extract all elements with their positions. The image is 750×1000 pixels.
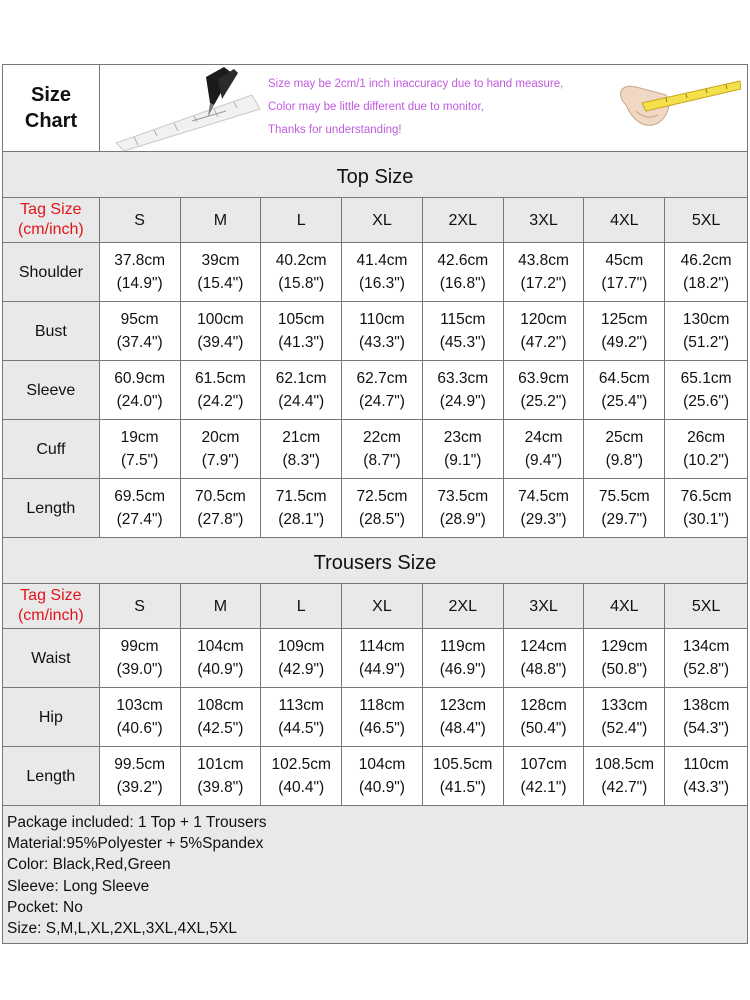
- measurement-cell: [181, 302, 262, 361]
- size-chart-title: [3, 65, 100, 152]
- inch-value: (15.4"): [197, 275, 244, 292]
- cm-value: 37.8cm: [114, 252, 166, 269]
- hand-tape-measure-icon: [606, 73, 741, 133]
- inch-value: (39.0"): [116, 661, 163, 678]
- cm-value: 138cm: [682, 697, 730, 714]
- measurement-cell: [181, 361, 262, 420]
- cm-value: 105.5cm: [433, 756, 493, 773]
- measurement-cell: [100, 629, 181, 688]
- measurement-cell: [261, 479, 342, 538]
- inch-value: (37.4"): [116, 334, 163, 351]
- cm-value: 125cm: [601, 311, 648, 328]
- inch-value: (50.4"): [520, 720, 567, 737]
- measurement-cell: [423, 361, 504, 420]
- measurement-cell: [584, 361, 665, 420]
- measurement-cell: [665, 688, 748, 747]
- top-size-m: M: [181, 198, 262, 243]
- measurement-cell: [342, 243, 423, 302]
- material: Material:95%Polyester + 5%Spandex: [7, 835, 264, 853]
- cm-value: 124cm: [520, 638, 567, 655]
- cm-value: 26cm: [687, 429, 726, 446]
- top-size-header-row: [3, 198, 748, 243]
- cm-value: 25cm: [605, 429, 644, 446]
- title-line-2: Chart: [24, 110, 78, 132]
- measurement-cell: [261, 243, 342, 302]
- product-details: [3, 806, 748, 944]
- trousers-size-rows: [3, 629, 748, 806]
- cm-value: 45cm: [605, 252, 644, 269]
- measurement-cell: [181, 420, 262, 479]
- inch-value: (28.1"): [278, 511, 325, 528]
- inch-value: (43.3"): [683, 779, 730, 796]
- inch-value: (42.9"): [278, 661, 325, 678]
- measurement-cell: [584, 688, 665, 747]
- measurement-cell: [181, 688, 262, 747]
- row-label: Cuff: [3, 420, 100, 479]
- cm-value: 133cm: [601, 697, 648, 714]
- cm-value: 62.1cm: [275, 370, 327, 387]
- cm-value: 99cm: [120, 638, 159, 655]
- cm-value: 130cm: [682, 311, 730, 328]
- inch-value: (39.8"): [197, 779, 244, 796]
- inch-value: (42.1"): [520, 779, 567, 796]
- inch-value: (52.8"): [683, 661, 730, 678]
- measurement-cell: [261, 420, 342, 479]
- cm-value: 101cm: [197, 756, 244, 773]
- inch-value: (16.8"): [439, 275, 486, 292]
- trousers-size-xl: XL: [342, 584, 423, 629]
- inch-value: (7.9"): [201, 452, 240, 469]
- measurement-cell: [504, 629, 585, 688]
- inch-value: (40.9"): [197, 661, 244, 678]
- inch-value: (40.9"): [358, 779, 405, 796]
- measurement-cell: [181, 479, 262, 538]
- trousers-size-heading: Trousers Size: [3, 538, 748, 584]
- inch-value: (42.7"): [601, 779, 648, 796]
- measurement-cell: [665, 479, 748, 538]
- cm-value: 102.5cm: [271, 756, 331, 773]
- trousers-row-waist: [3, 629, 748, 688]
- row-label: Shoulder: [3, 243, 100, 302]
- measurement-cell: [261, 688, 342, 747]
- cm-value: 73.5cm: [437, 488, 489, 505]
- inch-value: (29.3"): [520, 511, 567, 528]
- cm-value: 71.5cm: [275, 488, 327, 505]
- inch-value: (16.3"): [358, 275, 405, 292]
- cm-value: 63.3cm: [437, 370, 489, 387]
- cm-value: 63.9cm: [518, 370, 569, 387]
- inch-value: (41.3"): [278, 334, 325, 351]
- measurement-cell: [261, 302, 342, 361]
- cm-value: 41.4cm: [356, 252, 408, 269]
- inch-value: (25.4"): [601, 393, 648, 410]
- inch-value: (48.4"): [439, 720, 486, 737]
- inch-value: (24.4"): [278, 393, 325, 410]
- inch-value: (9.1"): [444, 452, 482, 469]
- inch-value: (17.2"): [520, 275, 567, 292]
- cm-value: 61.5cm: [194, 370, 246, 387]
- cm-value: 21cm: [282, 429, 321, 446]
- note-line-2: Color may be little different due to monitor,: [268, 101, 484, 113]
- inch-value: (24.9"): [439, 393, 486, 410]
- note-line-1: Size may be 2cm/1 inch inaccuracy due to hand measure,: [268, 78, 564, 90]
- inch-value: (39.4"): [197, 334, 244, 351]
- cm-value: 74.5cm: [518, 488, 569, 505]
- measurement-cell: [100, 243, 181, 302]
- trousers-size-5xl: 5XL: [665, 584, 748, 629]
- measurement-cell: [665, 420, 748, 479]
- tag-line-1: Tag Size: [20, 201, 82, 218]
- trousers-size-m: M: [181, 584, 262, 629]
- measurement-cell: [504, 747, 585, 806]
- inch-value: (44.5"): [278, 720, 325, 737]
- size-chart-sheet: [2, 64, 748, 944]
- measurement-cell: [504, 302, 585, 361]
- cm-value: 99.5cm: [114, 756, 166, 773]
- cm-value: 62.7cm: [356, 370, 408, 387]
- row-label: Sleeve: [3, 361, 100, 420]
- top-size-5xl: 5XL: [665, 198, 748, 243]
- cm-value: 110cm: [359, 311, 405, 328]
- inch-value: (44.9"): [358, 661, 405, 678]
- trousers-size-2xl: 2XL: [423, 584, 504, 629]
- cm-value: 40.2cm: [275, 252, 327, 269]
- cm-value: 60.9cm: [114, 370, 166, 387]
- measurement-cell: [504, 479, 585, 538]
- cm-value: 104cm: [358, 756, 406, 773]
- inch-value: (17.7"): [601, 275, 648, 292]
- inch-value: (25.6"): [683, 393, 730, 410]
- inch-value: (50.8"): [601, 661, 648, 678]
- inch-value: (24.7"): [358, 393, 405, 410]
- top-size-s: S: [100, 198, 181, 243]
- inch-value: (7.5"): [120, 452, 159, 469]
- cm-value: 39cm: [201, 252, 240, 269]
- measurement-cell: [342, 479, 423, 538]
- measurement-cell: [181, 747, 262, 806]
- inch-value: (40.6"): [116, 720, 163, 737]
- measurement-cell: [261, 747, 342, 806]
- note-lines: [268, 73, 563, 142]
- inch-value: (46.5"): [358, 720, 405, 737]
- cm-value: 19cm: [120, 429, 159, 446]
- ruler-pen-icon: [114, 65, 264, 151]
- inch-value: (42.5"): [197, 720, 244, 737]
- measurement-cell: [342, 688, 423, 747]
- cm-value: 108.5cm: [594, 756, 655, 773]
- measurement-cell: [342, 747, 423, 806]
- measurement-cell: [423, 629, 504, 688]
- measurement-cell: [584, 243, 665, 302]
- measurement-cell: [261, 629, 342, 688]
- inch-value: (49.2"): [601, 334, 648, 351]
- inch-value: (15.8"): [278, 275, 325, 292]
- inch-value: (9.4"): [524, 452, 563, 469]
- measurement-cell: [342, 629, 423, 688]
- cm-value: 105cm: [277, 311, 325, 328]
- measurement-cell: [584, 479, 665, 538]
- cm-value: 129cm: [601, 638, 648, 655]
- trousers-size-3xl: 3XL: [504, 584, 585, 629]
- cm-value: 119cm: [440, 638, 486, 655]
- measurement-cell: [423, 420, 504, 479]
- row-label: Length: [3, 479, 100, 538]
- inch-value: (25.2"): [520, 393, 567, 410]
- row-label: Hip: [3, 688, 100, 747]
- cm-value: 64.5cm: [598, 370, 650, 387]
- measurement-cell: [261, 361, 342, 420]
- measurement-cell: [100, 420, 181, 479]
- inch-value: (51.2"): [683, 334, 730, 351]
- inch-value: (52.4"): [601, 720, 648, 737]
- cm-value: 134cm: [682, 638, 730, 655]
- measurement-notes: [100, 65, 748, 152]
- inch-value: (24.0"): [116, 393, 163, 410]
- cm-value: 65.1cm: [680, 370, 732, 387]
- cm-value: 120cm: [520, 311, 567, 328]
- trousers-size-4xl: 4XL: [584, 584, 665, 629]
- top-size-xl: XL: [342, 198, 423, 243]
- measurement-cell: [584, 629, 665, 688]
- tag-line-1: Tag Size: [20, 587, 82, 604]
- measurement-cell: [100, 688, 181, 747]
- measurement-cell: [504, 243, 585, 302]
- measurement-cell: [423, 688, 504, 747]
- cm-value: 108cm: [197, 697, 244, 714]
- sleeve: Sleeve: Long Sleeve: [7, 877, 150, 895]
- cm-value: 75.5cm: [598, 488, 650, 505]
- measurement-cell: [423, 302, 504, 361]
- inch-value: (47.2"): [520, 334, 567, 351]
- top-row-cuff: [3, 420, 748, 479]
- top-size-rows: [3, 243, 748, 538]
- inch-value: (39.2"): [116, 779, 163, 796]
- cm-value: 72.5cm: [356, 488, 408, 505]
- inch-value: (8.7"): [363, 452, 401, 469]
- measurement-cell: [504, 688, 585, 747]
- top-row-shoulder: [3, 243, 748, 302]
- inch-value: (28.9"): [439, 511, 486, 528]
- measurement-cell: [100, 479, 181, 538]
- top-row-bust: [3, 302, 748, 361]
- measurement-cell: [584, 302, 665, 361]
- inch-value: (8.3"): [282, 452, 320, 469]
- inch-value: (9.8"): [605, 452, 643, 469]
- measurement-cell: [665, 747, 748, 806]
- measurement-cell: [181, 629, 262, 688]
- cm-value: 42.6cm: [437, 252, 489, 269]
- trousers-tag-size-label: [3, 584, 100, 629]
- cm-value: 69.5cm: [114, 488, 166, 505]
- tag-line-2: (cm/inch): [17, 221, 84, 238]
- cm-value: 113cm: [278, 697, 324, 714]
- top-row-sleeve: [3, 361, 748, 420]
- inch-value: (43.3"): [358, 334, 405, 351]
- measurement-cell: [665, 302, 748, 361]
- cm-value: 76.5cm: [680, 488, 732, 505]
- measurement-cell: [665, 629, 748, 688]
- measurement-cell: [584, 420, 665, 479]
- top-size-2xl: 2XL: [423, 198, 504, 243]
- size-list: Size: S,M,L,XL,2XL,3XL,4XL,5XL: [7, 920, 238, 938]
- trousers-size-l: L: [261, 584, 342, 629]
- measurement-cell: [100, 747, 181, 806]
- measurement-cell: [100, 302, 181, 361]
- inch-value: (46.9"): [439, 661, 486, 678]
- cm-value: 100cm: [197, 311, 244, 328]
- inch-value: (40.4"): [278, 779, 325, 796]
- cm-value: 115cm: [440, 311, 486, 328]
- trousers-row-hip: [3, 688, 748, 747]
- top-size-heading: Top Size: [3, 152, 748, 198]
- measurement-cell: [584, 747, 665, 806]
- measurement-cell: [100, 361, 181, 420]
- cm-value: 95cm: [120, 311, 159, 328]
- cm-value: 20cm: [201, 429, 240, 446]
- note-line-3: Thanks for understanding!: [268, 124, 402, 136]
- inch-value: (27.4"): [116, 511, 163, 528]
- trousers-row-length: [3, 747, 748, 806]
- cm-value: 128cm: [520, 697, 567, 714]
- measurement-cell: [342, 361, 423, 420]
- inch-value: (30.1"): [683, 511, 730, 528]
- cm-value: 43.8cm: [518, 252, 569, 269]
- cm-value: 110cm: [683, 756, 729, 773]
- inch-value: (41.5"): [439, 779, 486, 796]
- measurement-cell: [504, 420, 585, 479]
- measurement-cell: [423, 243, 504, 302]
- measurement-cell: [665, 361, 748, 420]
- measurement-cell: [342, 302, 423, 361]
- row-label: Bust: [3, 302, 100, 361]
- inch-value: (28.5"): [358, 511, 405, 528]
- measurement-cell: [423, 479, 504, 538]
- cm-value: 114cm: [359, 638, 405, 655]
- inch-value: (14.9"): [116, 275, 163, 292]
- top-size-4xl: 4XL: [584, 198, 665, 243]
- top-size-l: L: [261, 198, 342, 243]
- trousers-size-header-row: [3, 584, 748, 629]
- cm-value: 104cm: [197, 638, 244, 655]
- inch-value: (45.3"): [439, 334, 486, 351]
- row-label: Length: [3, 747, 100, 806]
- inch-value: (48.8"): [520, 661, 567, 678]
- top-size-3xl: 3XL: [504, 198, 585, 243]
- package-included: Package included: 1 Top + 1 Trousers: [7, 814, 267, 831]
- top-tag-size-label: [3, 198, 100, 243]
- pocket: Pocket: No: [7, 898, 83, 916]
- color: Color: Black,Red,Green: [7, 856, 171, 874]
- cm-value: 107cm: [520, 756, 567, 773]
- cm-value: 118cm: [359, 697, 405, 714]
- measurement-cell: [504, 361, 585, 420]
- inch-value: (29.7"): [601, 511, 648, 528]
- inch-value: (54.3"): [683, 720, 730, 737]
- tag-line-2: (cm/inch): [17, 607, 84, 624]
- cm-value: 103cm: [116, 697, 163, 714]
- title-line-1: Size: [30, 84, 72, 106]
- inch-value: (27.8"): [197, 511, 244, 528]
- cm-value: 123cm: [439, 697, 487, 714]
- cm-value: 23cm: [443, 429, 482, 446]
- inch-value: (24.2"): [197, 393, 244, 410]
- cm-value: 22cm: [363, 429, 401, 446]
- measurement-cell: [181, 243, 262, 302]
- cm-value: 109cm: [277, 638, 325, 655]
- trousers-size-s: S: [100, 584, 181, 629]
- cm-value: 70.5cm: [194, 488, 246, 505]
- measurement-cell: [342, 420, 423, 479]
- measurement-cell: [665, 243, 748, 302]
- inch-value: (18.2"): [683, 275, 730, 292]
- cm-value: 46.2cm: [680, 252, 732, 269]
- inch-value: (10.2"): [683, 452, 730, 469]
- top-row-length: [3, 479, 748, 538]
- size-chart-banner: [3, 65, 748, 152]
- cm-value: 24cm: [524, 429, 563, 446]
- measurement-cell: [423, 747, 504, 806]
- row-label: Waist: [3, 629, 100, 688]
